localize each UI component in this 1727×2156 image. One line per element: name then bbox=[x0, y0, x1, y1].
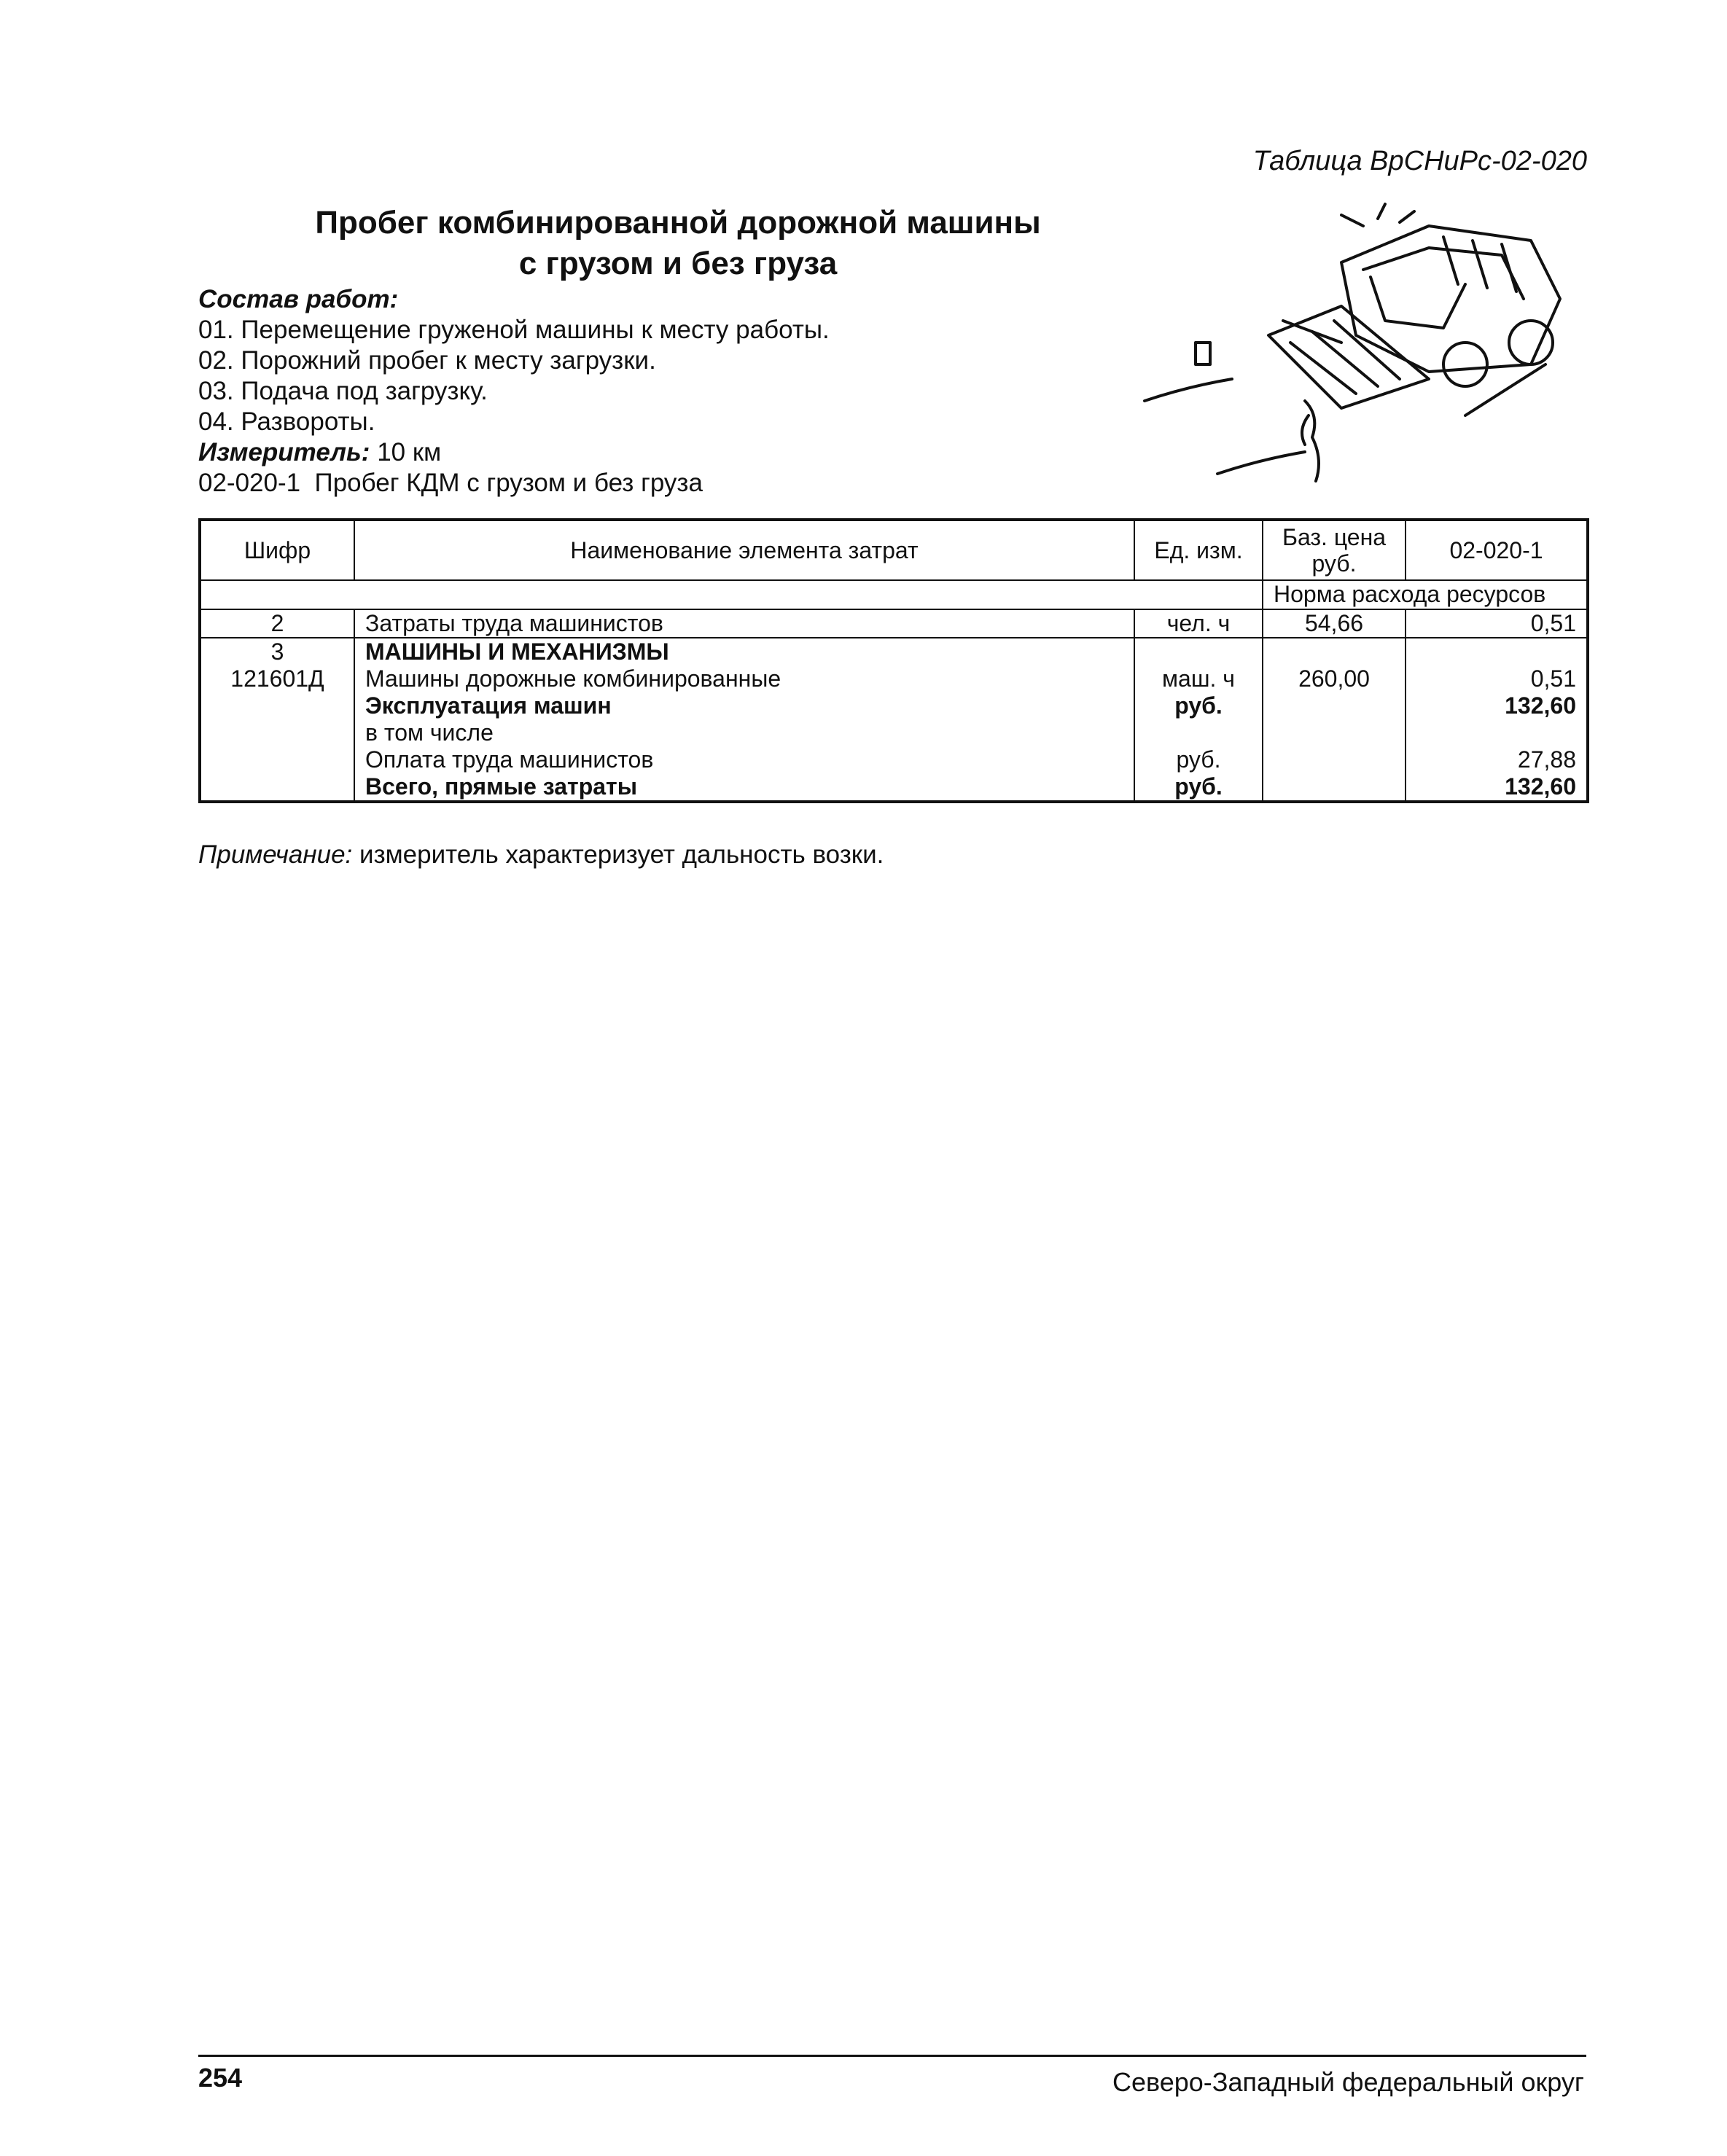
cell-code bbox=[200, 773, 354, 802]
work-item: 02. Порожний пробег к месту загрузки. bbox=[198, 346, 656, 375]
cell-code bbox=[200, 746, 354, 773]
table-header-row bbox=[200, 520, 1588, 580]
work-item: 01. Перемещение груженой машины к месту работы. bbox=[198, 316, 830, 344]
cell-name: Всего, прямые затраты bbox=[354, 773, 1134, 802]
cell-unit bbox=[1134, 719, 1263, 746]
table-row bbox=[200, 773, 1588, 802]
table-subtitle: 02-020-1 Пробег КДМ с грузом и без груза bbox=[198, 469, 703, 497]
cell-value: 0,51 bbox=[1406, 609, 1588, 638]
cell-price bbox=[1263, 746, 1406, 773]
work-item: 03. Подача под загрузку. bbox=[198, 377, 488, 405]
norma-label: Норма расхода ресурсов bbox=[1263, 580, 1588, 609]
note bbox=[198, 840, 884, 870]
cell-unit: руб. bbox=[1134, 692, 1263, 719]
cell-unit: маш. ч bbox=[1134, 665, 1263, 692]
work-heading: Состав работ: bbox=[198, 285, 399, 313]
header-code: Шифр bbox=[200, 520, 354, 580]
cell-code bbox=[200, 692, 354, 719]
cell-value: 132,60 bbox=[1406, 773, 1588, 802]
cell-price: 54,66 bbox=[1263, 609, 1406, 638]
cell-name: Оплата труда машинистов bbox=[354, 746, 1134, 773]
work-item: 04. Развороты. bbox=[198, 407, 375, 436]
cell-name: Эксплуатация машин bbox=[354, 692, 1134, 719]
note-label: Примечание: bbox=[198, 840, 353, 869]
cell-price bbox=[1263, 692, 1406, 719]
note-text: измеритель характеризует дальность возки. bbox=[352, 840, 884, 869]
cell-value: 27,88 bbox=[1406, 746, 1588, 773]
cell-value: 0,51 bbox=[1406, 665, 1588, 692]
cell-name: МАШИНЫ И МЕХАНИЗМЫ bbox=[354, 638, 1134, 665]
cell-value: 132,60 bbox=[1406, 692, 1588, 719]
cell-name: Затраты труда машинистов bbox=[354, 609, 1134, 638]
cell-code bbox=[200, 719, 354, 746]
cell-price bbox=[1263, 719, 1406, 746]
footer-divider bbox=[198, 2055, 1586, 2057]
road-machine-sketch-icon bbox=[1123, 197, 1597, 503]
cell-code: 3 bbox=[200, 638, 354, 665]
header-base-price: Баз. цена руб. bbox=[1263, 520, 1406, 580]
page-title bbox=[277, 203, 1079, 284]
table-row bbox=[200, 719, 1588, 746]
cell-code: 2 bbox=[200, 609, 354, 638]
table-row bbox=[200, 609, 1588, 638]
cell-unit: чел. ч bbox=[1134, 609, 1263, 638]
table-row bbox=[200, 746, 1588, 773]
table-row bbox=[200, 638, 1588, 665]
table-row bbox=[200, 692, 1588, 719]
table-identifier: Таблица ВрСНиРс-02-020 bbox=[1252, 146, 1587, 176]
table-row bbox=[200, 665, 1588, 692]
meter-value: 10 км bbox=[377, 438, 442, 466]
cell-code: 121601Д bbox=[200, 665, 354, 692]
norma-spacer bbox=[200, 580, 1263, 609]
cell-name: в том числе bbox=[354, 719, 1134, 746]
meter-line bbox=[198, 437, 830, 468]
cell-unit: руб. bbox=[1134, 773, 1263, 802]
resource-table bbox=[198, 518, 1589, 803]
cell-name: Машины дорожные комбинированные bbox=[354, 665, 1134, 692]
cell-unit: руб. bbox=[1134, 746, 1263, 773]
cell-value bbox=[1406, 719, 1588, 746]
header-norm-code: 02-020-1 bbox=[1406, 520, 1588, 580]
cell-price bbox=[1263, 638, 1406, 665]
cell-price bbox=[1263, 773, 1406, 802]
footer-district: Северо-Западный федеральный округ bbox=[1112, 2067, 1584, 2097]
header-name: Наименование элемента затрат bbox=[354, 520, 1134, 580]
meter-label: Измеритель: bbox=[198, 438, 370, 466]
cell-price: 260,00 bbox=[1263, 665, 1406, 692]
work-composition bbox=[198, 284, 830, 499]
header-unit: Ед. изм. bbox=[1134, 520, 1263, 580]
title-line-2: с грузом и без груза bbox=[518, 246, 838, 281]
cell-unit bbox=[1134, 638, 1263, 665]
norma-row bbox=[200, 580, 1588, 609]
title-line-1: Пробег комбинированной дорожной машины bbox=[315, 205, 1041, 241]
page-number: 254 bbox=[198, 2063, 243, 2093]
cell-value bbox=[1406, 638, 1588, 665]
